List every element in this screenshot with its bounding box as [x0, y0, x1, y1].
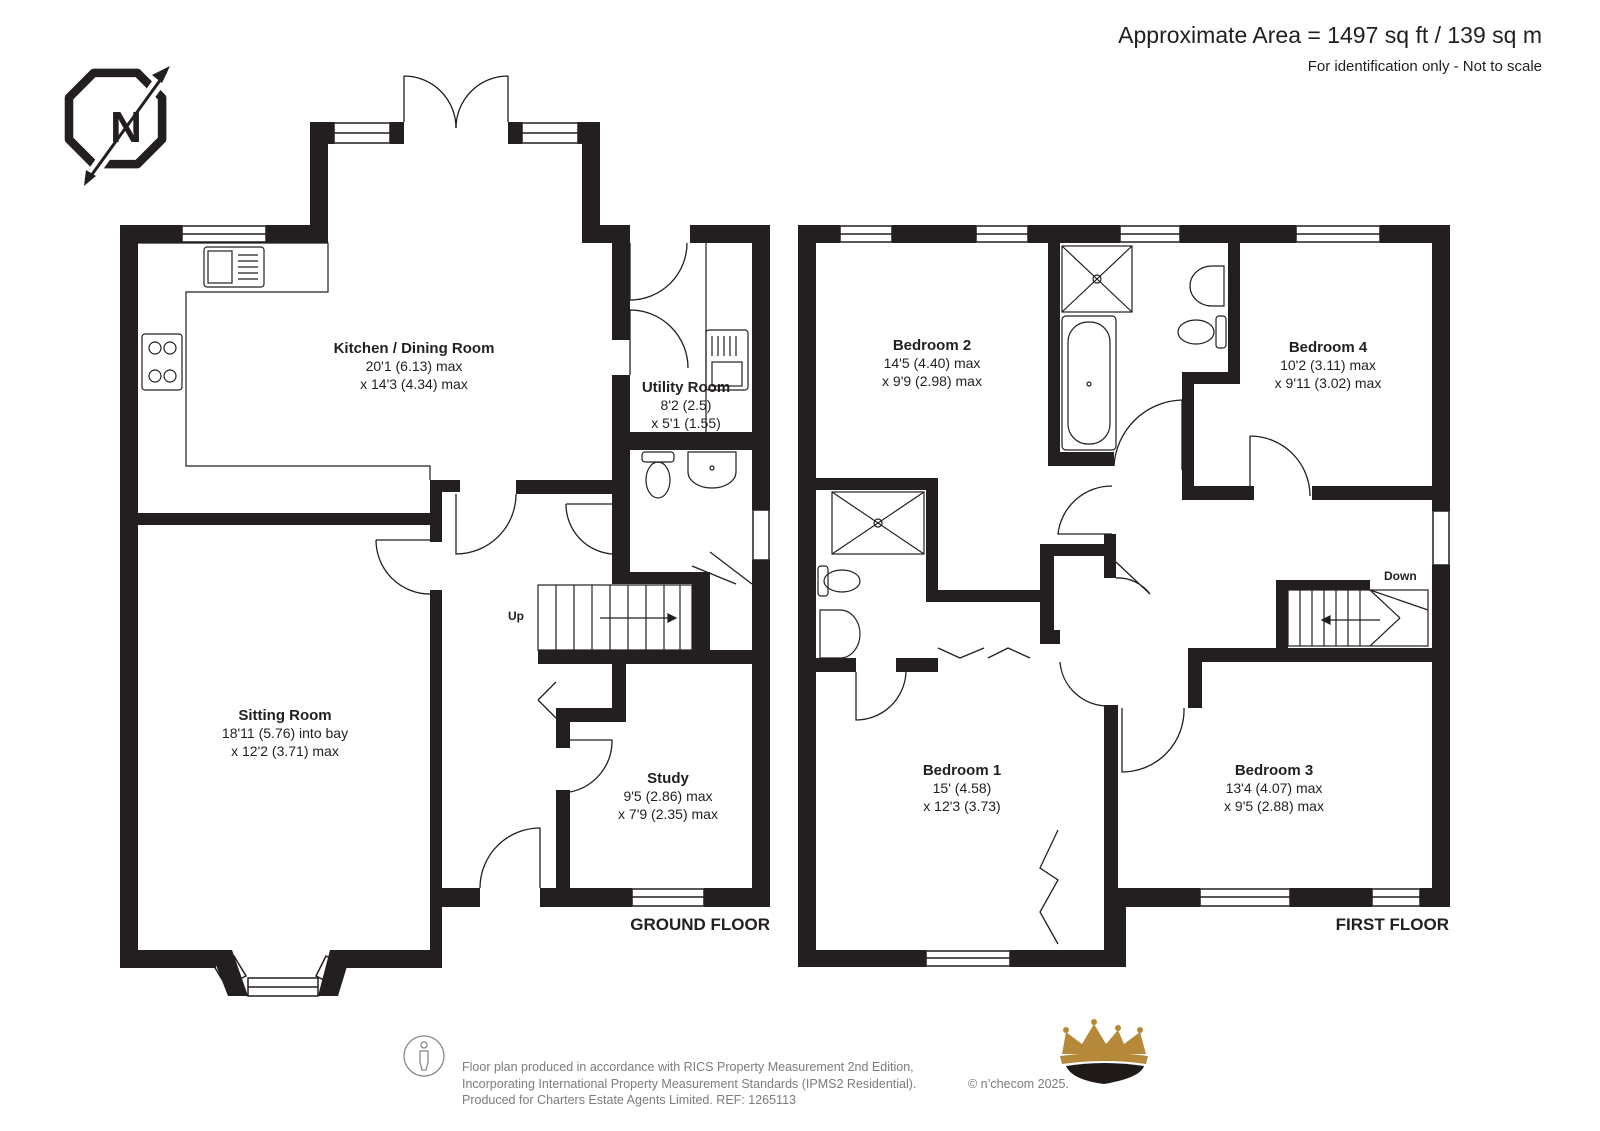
ipms-person-icon	[404, 1036, 444, 1076]
room-name: Study	[647, 770, 689, 787]
copyright-notice: © n’checom 2025.	[968, 1077, 1069, 1091]
room-name: Bedroom 3	[1234, 762, 1314, 779]
approximate-area: Approximate Area = 1497 sq ft / 139 sq m	[1118, 22, 1542, 48]
north-arrow-icon	[69, 66, 170, 186]
room-name: Bedroom 1	[922, 762, 1002, 779]
room-name: Kitchen / Dining Room	[333, 340, 495, 357]
room-dimension: 13'4 (4.07) max	[1225, 780, 1323, 796]
room-dimension: x 12'2 (3.71) max	[231, 743, 339, 759]
room-dimension: 8'2 (2.5)	[660, 397, 712, 413]
room-name: Bedroom 2	[892, 337, 972, 354]
room-name: Utility Room	[641, 379, 731, 396]
room-dimension: x 9'9 (2.98) max	[882, 373, 982, 389]
charters-crown-logo	[1060, 1019, 1148, 1084]
room-dimension: 20'1 (6.13) max	[365, 358, 463, 374]
room-dimension: x 9'5 (2.88) max	[1224, 798, 1324, 814]
ground-floor-windows	[182, 123, 769, 996]
room-dimension: x 7'9 (2.35) max	[618, 806, 718, 822]
room-label-kitchen	[334, 340, 495, 392]
ground-floor-walls	[120, 122, 770, 996]
room-dimension: x 14'3 (4.34) max	[360, 376, 468, 392]
room-label-bedroom-2	[882, 337, 982, 389]
room-label-bedroom-1	[923, 762, 1001, 814]
room-dimension: x 5'1 (1.55)	[651, 415, 721, 431]
room-name: Bedroom 4	[1288, 339, 1368, 356]
ground-floor-staircase	[538, 585, 692, 650]
room-dimension: x 12'3 (3.73)	[923, 798, 1001, 814]
room-label-bedroom-4	[1275, 339, 1382, 391]
stairs-down-label: Down	[1384, 569, 1417, 583]
room-dimension: 14'5 (4.40) max	[883, 355, 981, 371]
room-name: Sitting Room	[238, 707, 332, 724]
stairs-up-label: Up	[508, 609, 524, 623]
room-dimension: 18'11 (5.76) into bay	[221, 725, 349, 741]
room-dimension: 9'5 (2.86) max	[623, 788, 713, 804]
room-label-study	[618, 770, 718, 822]
room-dimension: 10'2 (3.11) max	[1280, 357, 1376, 373]
ground-floor-label: GROUND FLOOR	[630, 915, 770, 934]
disclaimer-line: Produced for Charters Estate Agents Limited. REF: 1265113	[462, 1093, 796, 1107]
first-floor-staircase	[1288, 590, 1428, 646]
room-label-utility	[642, 379, 730, 431]
room-label-bedroom-3	[1224, 762, 1324, 814]
room-label-sitting	[222, 707, 348, 759]
north-letter: N	[110, 103, 142, 152]
disclaimer-line: Floor plan produced in accordance with RICS Property Measurement 2nd Edition,	[462, 1060, 914, 1074]
room-dimension: x 9'11 (3.02) max	[1274, 375, 1382, 391]
disclaimer-line: Incorporating International Property Measurement Standards (IPMS2 Residential).	[462, 1076, 917, 1091]
ground-wc-fixtures	[642, 452, 736, 498]
first-floor-label: FIRST FLOOR	[1335, 915, 1449, 934]
room-dimension: 15' (4.58)	[932, 780, 992, 796]
rics-disclaimer	[462, 1059, 916, 1109]
scale-disclaimer: For identification only - Not to scale	[1307, 58, 1542, 75]
